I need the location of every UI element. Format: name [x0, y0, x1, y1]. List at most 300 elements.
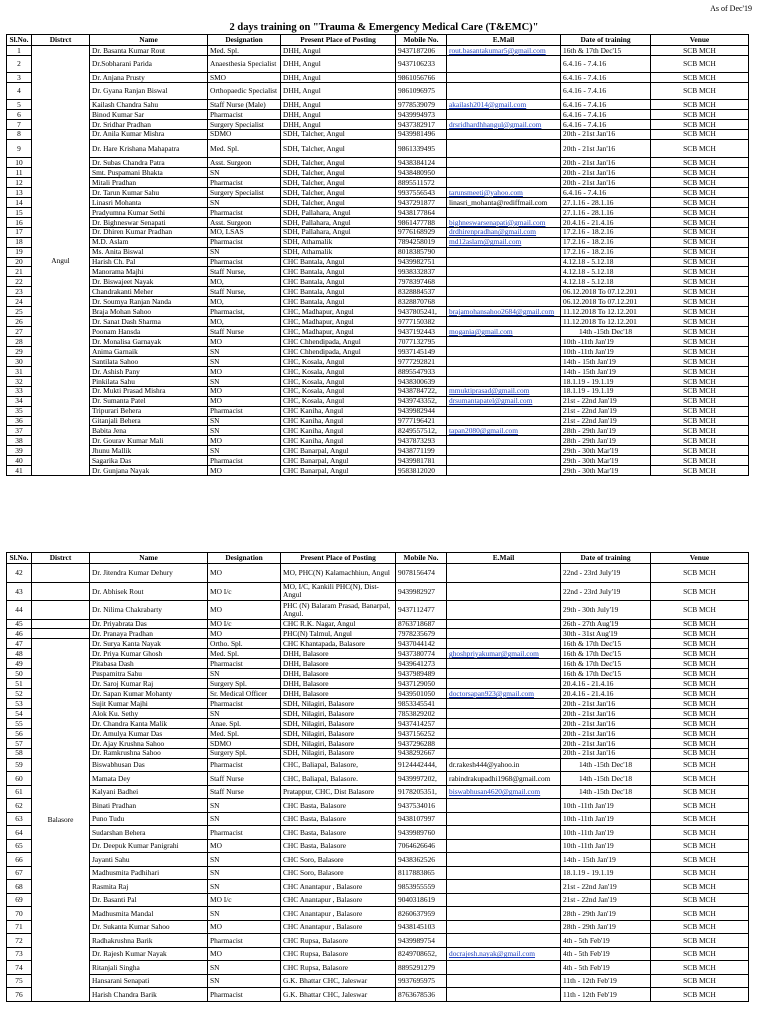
designation-cell: Pharmacist: [208, 207, 281, 217]
venue-cell: SCB MCH: [651, 466, 749, 476]
posting-cell: SDH, Nilagiri, Balasore: [281, 718, 396, 728]
name-cell: Biswabhusan Das: [90, 758, 208, 772]
email-cell: [447, 582, 561, 601]
training-date-cell: 14th -15th Dec'18: [561, 785, 651, 799]
email-link[interactable]: mogania@gmail.com: [449, 326, 513, 336]
training-date-cell: 10th -11th Jan'19: [561, 812, 651, 826]
venue-cell: SCB MCH: [651, 207, 749, 217]
email-cell: [447, 564, 561, 583]
district-cell: [32, 601, 90, 620]
posting-cell: CHC, Kosala, Angul: [281, 386, 396, 396]
name-cell: Kalyani Badhei: [90, 785, 208, 799]
training-date-cell: 22nd - 23rd July'19: [561, 564, 651, 583]
designation-cell: SN: [208, 356, 281, 366]
email-cell[interactable]: [447, 46, 561, 56]
email-cell: [447, 601, 561, 620]
email-cell[interactable]: [447, 947, 561, 961]
serial-number: 57: [7, 738, 32, 748]
mobile-cell: 8249557512,: [396, 426, 447, 436]
serial-number: 21: [7, 267, 32, 277]
posting-cell: CHC Chhendipada, Angul: [281, 337, 396, 347]
email-cell[interactable]: [447, 237, 561, 247]
name-cell: Dr. Nilima Chakrabarty: [90, 601, 208, 620]
venue-cell: SCB MCH: [651, 217, 749, 227]
table-row: [7, 659, 749, 669]
serial-number: 18: [7, 237, 32, 247]
email-cell: [447, 826, 561, 840]
email-cell: [447, 168, 561, 178]
serial-number: 54: [7, 708, 32, 718]
posting-cell: G.K. Bhattar CHC, Jaleswar: [281, 988, 396, 1002]
table-row: [7, 207, 749, 217]
table-row: [7, 337, 749, 347]
training-date-cell: 20th - 21st Jan'16: [561, 158, 651, 168]
mobile-cell: 8260637959: [396, 907, 447, 921]
designation-cell: SN: [208, 907, 281, 921]
mobile-cell: 9438771199: [396, 446, 447, 456]
email-link[interactable]: doctorsapan923@gmail.com: [449, 688, 535, 698]
mobile-cell: 9438784722,: [396, 386, 447, 396]
table-row: [7, 307, 749, 317]
email-cell: [447, 629, 561, 639]
posting-cell: DHH, Angul: [281, 119, 396, 129]
name-cell: Sudarshan Behera: [90, 826, 208, 840]
district-cell: [32, 629, 90, 639]
venue-cell: SCB MCH: [651, 708, 749, 718]
training-date-cell: 30th - 31st Aug'19: [561, 629, 651, 639]
table-row: [7, 129, 749, 139]
email-cell[interactable]: [447, 426, 561, 436]
posting-cell: CHC R.K. Nagar, Angul: [281, 619, 396, 629]
serial-number: 42: [7, 564, 32, 583]
email-cell: [447, 406, 561, 416]
mobile-cell: 9439997202,: [396, 772, 447, 786]
name-cell: Dr. Dhiren Kumar Pradhan: [90, 227, 208, 237]
serial-number: 55: [7, 718, 32, 728]
serial-number: 1: [7, 46, 32, 56]
email-link[interactable]: akailash2014@gmail.com: [449, 99, 527, 109]
posting-cell: CHC Basta, Balasore: [281, 799, 396, 813]
mobile-cell: 9937556543: [396, 187, 447, 197]
designation-cell: Med. Spl.: [208, 728, 281, 738]
venue-cell: SCB MCH: [651, 396, 749, 406]
name-cell: Dr. Gourav Kumar Mali: [90, 436, 208, 446]
mobile-cell: 7077132795: [396, 337, 447, 347]
training-date-cell: 16th & 17th Dec'15: [561, 639, 651, 649]
column-header: Venue: [651, 553, 749, 564]
serial-number: 59: [7, 758, 32, 772]
serial-number: 38: [7, 436, 32, 446]
training-date-cell: 6.4.16 - 7.4.16: [561, 72, 651, 82]
training-date-cell: 6.4.16 - 7.4.16: [561, 99, 651, 109]
email-cell[interactable]: [447, 396, 561, 406]
serial-number: 60: [7, 772, 32, 786]
venue-cell: SCB MCH: [651, 327, 749, 337]
email-link[interactable]: tarunsmeeti@yahoo.com: [449, 187, 523, 197]
email-cell: [447, 356, 561, 366]
email-cell[interactable]: [447, 758, 561, 772]
table-row: [7, 366, 749, 376]
name-cell: Dr. Soumya Ranjan Nanda: [90, 297, 208, 307]
serial-number: 19: [7, 247, 32, 257]
serial-number: 76: [7, 988, 32, 1002]
name-cell: Jhunu Mallik: [90, 446, 208, 456]
email-cell: [447, 893, 561, 907]
table-row: [7, 227, 749, 237]
email-cell[interactable]: [447, 119, 561, 129]
name-cell: Dr. Priya Kumar Ghosh: [90, 649, 208, 659]
training-date-cell: 28th - 29th Jan'19: [561, 907, 651, 921]
mobile-cell: 9853345541: [396, 699, 447, 709]
serial-number: 10: [7, 158, 32, 168]
posting-cell: SDH, Talcher, Angul: [281, 197, 396, 207]
venue-cell: SCB MCH: [651, 639, 749, 649]
training-date-cell: 27.1.16 - 28.1.16: [561, 207, 651, 217]
venue-cell: SCB MCH: [651, 748, 749, 758]
name-cell: Dr. Basanta Kumar Rout: [90, 46, 208, 56]
email-cell: [447, 436, 561, 446]
table-row: [7, 317, 749, 327]
name-cell: Dr. Ajay Krushna Sahoo: [90, 738, 208, 748]
venue-cell: SCB MCH: [651, 267, 749, 277]
table-row: [7, 839, 749, 853]
venue-cell: SCB MCH: [651, 689, 749, 699]
posting-cell: CHC Kaniha, Angul: [281, 416, 396, 426]
table-row: [7, 679, 749, 689]
mobile-cell: 9439982944: [396, 406, 447, 416]
email-link[interactable]: rout.basantakumar5@gmail.com: [449, 45, 546, 55]
serial-number: 27: [7, 327, 32, 337]
venue-cell: SCB MCH: [651, 436, 749, 446]
email-link[interactable]: rabindrakupadhi1968@gmail.com: [449, 773, 551, 783]
posting-cell: DHH, Angul: [281, 82, 396, 99]
training-date-cell: 18.1.19 - 19.1.19: [561, 866, 651, 880]
email-link[interactable]: ghoshpriyakumar@gmail.com: [449, 649, 539, 659]
email-link[interactable]: biswabhusan4620@gmail.com: [449, 787, 541, 797]
mobile-cell: 8763678536: [396, 988, 447, 1002]
table-row: [7, 619, 749, 629]
table-row: [7, 436, 749, 446]
table-row: [7, 55, 749, 72]
mobile-cell: 8018385790: [396, 247, 447, 257]
table-row: [7, 866, 749, 880]
email-cell: [447, 317, 561, 327]
mobile-cell: 7894258019: [396, 237, 447, 247]
designation-cell: Pharmacist,: [208, 307, 281, 317]
venue-cell: SCB MCH: [651, 257, 749, 267]
venue-cell: SCB MCH: [651, 119, 749, 129]
mobile-cell: 9861477788: [396, 217, 447, 227]
column-header: Name: [90, 553, 208, 564]
name-cell: Smt. Puspamani Bhakta: [90, 168, 208, 178]
mobile-cell: 8328884537: [396, 287, 447, 297]
venue-cell: SCB MCH: [651, 772, 749, 786]
designation-cell: SDMO: [208, 129, 281, 139]
posting-cell: CHC, Baliapal, Balasore,: [281, 758, 396, 772]
training-date-cell: 21st - 22nd Jan'19: [561, 406, 651, 416]
serial-number: 66: [7, 853, 32, 867]
venue-cell: SCB MCH: [651, 337, 749, 347]
name-cell: Binod Kumar Sar: [90, 109, 208, 119]
table-row: [7, 785, 749, 799]
designation-cell: Pharmacist: [208, 699, 281, 709]
mobile-cell: 9438384124: [396, 158, 447, 168]
venue-cell: SCB MCH: [651, 629, 749, 639]
email-link[interactable]: dr.rakesh444@yahoo.in: [449, 760, 520, 770]
table-row: [7, 168, 749, 178]
venue-cell: SCB MCH: [651, 839, 749, 853]
name-cell: Mitali Pradhan: [90, 178, 208, 188]
posting-cell: SDH, Pallahara, Angul: [281, 207, 396, 217]
training-date-cell: 17.2.16 - 18.2.16: [561, 247, 651, 257]
training-date-cell: 10th -11th Jan'19: [561, 826, 651, 840]
designation-cell: Pharmacist: [208, 988, 281, 1002]
email-cell: [447, 679, 561, 689]
venue-cell: SCB MCH: [651, 718, 749, 728]
email-cell[interactable]: [447, 217, 561, 227]
serial-number: 17: [7, 227, 32, 237]
training-date-cell: 10th -11th Jan'19: [561, 337, 651, 347]
posting-cell: CHC Basta, Balasore: [281, 812, 396, 826]
serial-number: 50: [7, 669, 32, 679]
name-cell: Dr. Monalisa Garnayak: [90, 337, 208, 347]
designation-cell: Pharmacist: [208, 934, 281, 948]
email-cell: [447, 988, 561, 1002]
email-cell: [447, 466, 561, 476]
mobile-cell: 9853955559: [396, 880, 447, 894]
email-cell: [447, 708, 561, 718]
mobile-cell: 7853829202: [396, 708, 447, 718]
name-cell: Dr. Tarun Kumar Sahu: [90, 187, 208, 197]
serial-number: 23: [7, 287, 32, 297]
designation-cell: SN: [208, 346, 281, 356]
email-cell[interactable]: [447, 386, 561, 396]
mobile-cell: 7064626646: [396, 839, 447, 853]
venue-cell: SCB MCH: [651, 346, 749, 356]
email-link[interactable]: docrajesh.nayak@gmail.com: [449, 949, 536, 959]
serial-number: 11: [7, 168, 32, 178]
serial-number: 13: [7, 187, 32, 197]
email-cell[interactable]: [447, 227, 561, 237]
email-cell[interactable]: [447, 772, 561, 786]
email-cell: [447, 738, 561, 748]
email-cell: [447, 207, 561, 217]
mobile-cell: 9439981496: [396, 129, 447, 139]
training-date-cell: 4th - 5th Feb'19: [561, 947, 651, 961]
training-date-cell: 18.1.19 - 19.1.19: [561, 376, 651, 386]
designation-cell: MO: [208, 629, 281, 639]
training-date-cell: 14th -15th Dec'18: [561, 772, 651, 786]
email-cell[interactable]: [447, 187, 561, 197]
email-cell: [447, 55, 561, 72]
training-date-cell: 10th -11th Jan'19: [561, 799, 651, 813]
training-date-cell: 14th - 15th Jan'19: [561, 356, 651, 366]
email-cell: [447, 920, 561, 934]
table-row: [7, 466, 749, 476]
posting-cell: CHC Banarpal, Angul: [281, 456, 396, 466]
mobile-cell: 9778539079: [396, 99, 447, 109]
name-cell: Dr. Amulya Kumar Das: [90, 728, 208, 738]
email-link[interactable]: mmuktiprasad@gmail.com: [449, 386, 530, 396]
designation-cell: Staff Nurse,: [208, 267, 281, 277]
mobile-cell: 9040318619: [396, 893, 447, 907]
mobile-cell: 9438480950: [396, 168, 447, 178]
serial-number: 37: [7, 426, 32, 436]
venue-cell: SCB MCH: [651, 738, 749, 748]
mobile-cell: 8328870768: [396, 297, 447, 307]
email-cell[interactable]: [447, 327, 561, 337]
training-date-cell: 11th - 12th Feb'19: [561, 988, 651, 1002]
training-date-cell: 20th - 21st Jan'16: [561, 129, 651, 139]
training-date-cell: 6.4.16 - 7.4.16: [561, 109, 651, 119]
designation-cell: Staff Nurse: [208, 772, 281, 786]
designation-cell: SN: [208, 799, 281, 813]
column-header: E.Mail: [447, 35, 561, 46]
table-row: [7, 426, 749, 436]
posting-cell: DHH, Angul: [281, 72, 396, 82]
mobile-cell: 9439989754: [396, 934, 447, 948]
serial-number: 58: [7, 748, 32, 758]
serial-number: 26: [7, 317, 32, 327]
table-row: [7, 109, 749, 119]
designation-cell: Pharmacist: [208, 406, 281, 416]
mobile-cell: 9777292821: [396, 356, 447, 366]
venue-cell: SCB MCH: [651, 812, 749, 826]
mobile-cell: 9937695975: [396, 974, 447, 988]
serial-number: 73: [7, 947, 32, 961]
name-cell: Pradyumna Kumar Sethi: [90, 207, 208, 217]
venue-cell: SCB MCH: [651, 386, 749, 396]
name-cell: Sagarika Das: [90, 456, 208, 466]
posting-cell: SDH, Pallahara, Angul: [281, 217, 396, 227]
table-row: [7, 406, 749, 416]
email-cell: [447, 839, 561, 853]
table-row: [7, 247, 749, 257]
venue-cell: SCB MCH: [651, 307, 749, 317]
email-cell[interactable]: [447, 649, 561, 659]
designation-cell: Surgery Spl.: [208, 748, 281, 758]
mobile-cell: 9437296288: [396, 738, 447, 748]
serial-number: 71: [7, 920, 32, 934]
training-date-cell: 28th - 29th Jan'19: [561, 436, 651, 446]
email-link[interactable]: drsridhardhhangul@gmail.com: [449, 119, 542, 129]
email-link[interactable]: brajamohansahoo2684@gmail.com: [449, 306, 555, 316]
email-cell: [447, 669, 561, 679]
email-cell: [447, 812, 561, 826]
email-link[interactable]: drsumantapatel@gmail.com: [449, 396, 533, 406]
name-cell: Dr. Sumanta Patel: [90, 396, 208, 406]
table-row: [7, 974, 749, 988]
name-cell: Dr. Gyana Ranjan Biswal: [90, 82, 208, 99]
training-date-cell: 6.4.16 - 7.4.16: [561, 119, 651, 129]
designation-cell: Pharmacist: [208, 109, 281, 119]
email-cell: [447, 366, 561, 376]
training-date-cell: 14th -15th Dec'18: [561, 327, 651, 337]
mobile-cell: 9437156252: [396, 728, 447, 738]
email-cell: [447, 82, 561, 99]
email-cell: [447, 853, 561, 867]
venue-cell: SCB MCH: [651, 82, 749, 99]
venue-cell: SCB MCH: [651, 426, 749, 436]
posting-cell: CHC Kaniha, Angul: [281, 406, 396, 416]
posting-cell: DHH, Angul: [281, 46, 396, 56]
mobile-cell: 9078156474: [396, 564, 447, 583]
venue-cell: SCB MCH: [651, 947, 749, 961]
training-date-cell: 10th -11th Jan'19: [561, 839, 651, 853]
serial-number: 8: [7, 129, 32, 139]
serial-number: 49: [7, 659, 32, 669]
serial-number: 41: [7, 466, 32, 476]
mobile-cell: 9777150382: [396, 317, 447, 327]
posting-cell: CHC Banarpal, Angul: [281, 446, 396, 456]
training-date-cell: 6.4.16 - 7.4.16: [561, 187, 651, 197]
email-cell[interactable]: [447, 785, 561, 799]
training-date-cell: 14th - 15th Jan'19: [561, 853, 651, 867]
column-header: Designation: [208, 553, 281, 564]
mobile-cell: 8117883865: [396, 866, 447, 880]
table-row: [7, 456, 749, 466]
email-cell[interactable]: [447, 307, 561, 317]
column-header: Designation: [208, 35, 281, 46]
mobile-cell: 9437380774: [396, 649, 447, 659]
email-link[interactable]: linasri_mohanta@rediffmail.com: [449, 197, 548, 207]
mobile-cell: 9439501050: [396, 689, 447, 699]
name-cell: Sujit Kumar Majhi: [90, 699, 208, 709]
email-link[interactable]: md12aslam@gmail.com: [449, 237, 522, 247]
training-date-cell: 17.2.16 - 18.2.16: [561, 237, 651, 247]
serial-number: 6: [7, 109, 32, 119]
table-row: [7, 386, 749, 396]
page-title: 2 days training on "Trauma & Emergency Medical Care (T&EMC)": [229, 22, 539, 33]
mobile-cell: 9439981781: [396, 456, 447, 466]
venue-cell: SCB MCH: [651, 109, 749, 119]
email-cell[interactable]: [447, 99, 561, 109]
email-cell: [447, 446, 561, 456]
posting-cell: CHC Anantapur , Balasore: [281, 920, 396, 934]
posting-cell: SDH, Talcher, Angul: [281, 139, 396, 158]
column-header: Venue: [651, 35, 749, 46]
designation-cell: SN: [208, 446, 281, 456]
designation-cell: MO,: [208, 317, 281, 327]
serial-number: 51: [7, 679, 32, 689]
email-cell[interactable]: [447, 689, 561, 699]
table-row: [7, 46, 749, 56]
designation-cell: MO I/c: [208, 893, 281, 907]
serial-number: 14: [7, 197, 32, 207]
training-date-cell: 22nd - 23rd July'19: [561, 582, 651, 601]
name-cell: Dr. Rajesh Kumar Nayak: [90, 947, 208, 961]
email-link[interactable]: drdhirenpradhan@gmail.com: [449, 227, 537, 237]
name-cell: Mamata Dey: [90, 772, 208, 786]
posting-cell: CHC Khantapada, Balasore: [281, 639, 396, 649]
email-link[interactable]: tapan2080@gmail.com: [449, 426, 518, 436]
name-cell: Dr. Subas Chandra Patra: [90, 158, 208, 168]
posting-cell: CHC, Kosala, Angul: [281, 356, 396, 366]
designation-cell: MO: [208, 366, 281, 376]
name-cell: Anima Garnaik: [90, 346, 208, 356]
table-row: [7, 699, 749, 709]
table-row: [7, 880, 749, 894]
email-cell[interactable]: [447, 197, 561, 207]
email-link[interactable]: bighneswarsenapati@gmail.com: [449, 217, 546, 227]
table-row: [7, 297, 749, 307]
serial-number: 45: [7, 619, 32, 629]
email-cell: [447, 748, 561, 758]
training-date-cell: 20th - 21st Jan'16: [561, 139, 651, 158]
name-cell: Dr. Priyabrata Das: [90, 619, 208, 629]
table-row: [7, 187, 749, 197]
designation-cell: MO: [208, 601, 281, 620]
